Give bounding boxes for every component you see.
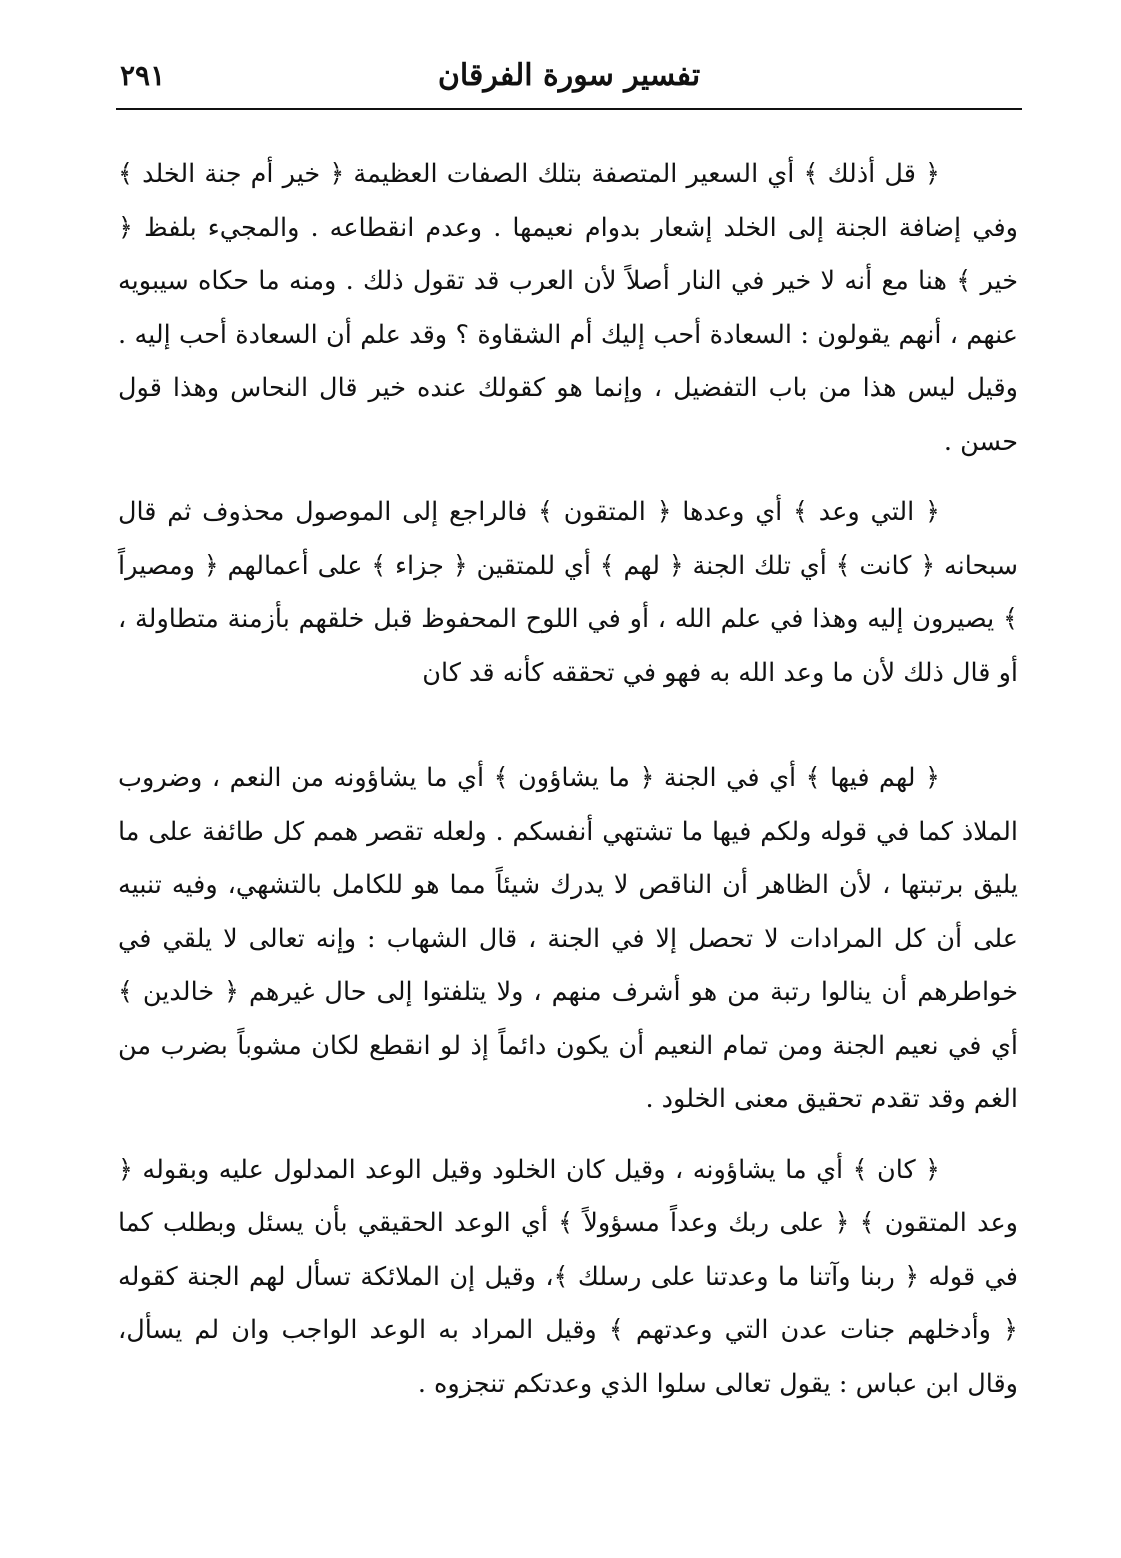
page-header (116, 48, 1022, 106)
paragraph-3: ﴿ لهم فيها ﴾ أي في الجنة ﴿ ما يشاؤون ﴾ أي ما يشاؤونه من النعم ، وضروب الملاذ كما في قوله ولكم فيها ما تشتهي أنفسكم . ولعله تقصر همم كل طائفة على ما يليق برتبتها ، لأن الظاهر أن الناقص لا يدرك شيئاً مما هو للكامل بالتشهي، وفيه تنبيه على أن كل المرادات لا تحصل إلا في الجنة ، قال الشهاب : وإنه تعالى لا يلقي في خواطرهم أن ينالوا رتبة من هو أشرف منهم ، ولا يتلفتوا إلى حال غيرهم ﴿ خالدين ﴾ أي في نعيم الجنة ومن تمام النعيم أن يكون دائماً إذ لو انقطع لكان مشوباً بضرب من الغم وقد تقدم تحقيق معنى الخلود . (118, 763, 1018, 1114)
paragraph-2: ﴿ التي وعد ﴾ أي وعدها ﴿ المتقون ﴾ فالراجع إلى الموصول محذوف ثم قال سبحانه ﴿ كانت ﴾ أي تلك الجنة ﴿ لهم ﴾ أي للمتقين ﴿ جزاء ﴾ على أعمالهم ﴿ ومصيراً ﴾ يصيرون إليه وهذا في علم الله ، أو في اللوح المحفوظ قبل خلقهم بأزمنة متطاولة ، أو قال ذلك لأن ما وعد الله به فهو في تحققه كأنه قد كان (118, 497, 1018, 688)
paragraph-4: ﴿ كان ﴾ أي ما يشاؤونه ، وقيل كان الخلود وقيل الوعد المدلول عليه وبقوله ﴿ وعد المتقون ﴾ ﴿ على ربك وعداً مسؤولاً ﴾ أي الوعد الحقيقي بأن يسئل وبطلب كما في قوله ﴿ ربنا وآتنا ما وعدتنا على رسلك ﴾، وقيل إن الملائكة تسأل لهم الجنة كقوله ﴿ وأدخلهم جنات عدن التي وعدتهم ﴾ وقيل المراد به الوعد الواجب وان لم يسأل، وقال ابن عباس : يقول تعالى سلوا الذي وعدتكم تنجزوه . (118, 1154, 1018, 1399)
running-title: تفسير سورة الفرقان (437, 58, 701, 93)
body-text (118, 148, 1018, 1411)
page-number: ٢٩١ (120, 59, 166, 92)
paragraph-1: ﴿ قل أذلك ﴾ أي السعير المتصفة بتلك الصفات العظيمة ﴿ خير أم جنة الخلد ﴾ وفي إضافة الجنة إلى الخلد إشعار بدوام نعيمها . وعدم انقطاعه . والمجيء بلفظ ﴿ خير ﴾ هنا مع أنه لا خير في النار أصلاً لأن العرب قد تقول ذلك . ومنه ما حكاه سيبويه عنهم ، أنهم يقولون : السعادة أحب إليك أم الشقاوة ؟ وقد علم أن السعادة أحب إليه . وقيل ليس هذا من باب التفضيل ، وإنما هو كقولك عنده خير قال النحاس وهذا قول حسن . (118, 159, 1018, 457)
header-rule (116, 108, 1022, 110)
